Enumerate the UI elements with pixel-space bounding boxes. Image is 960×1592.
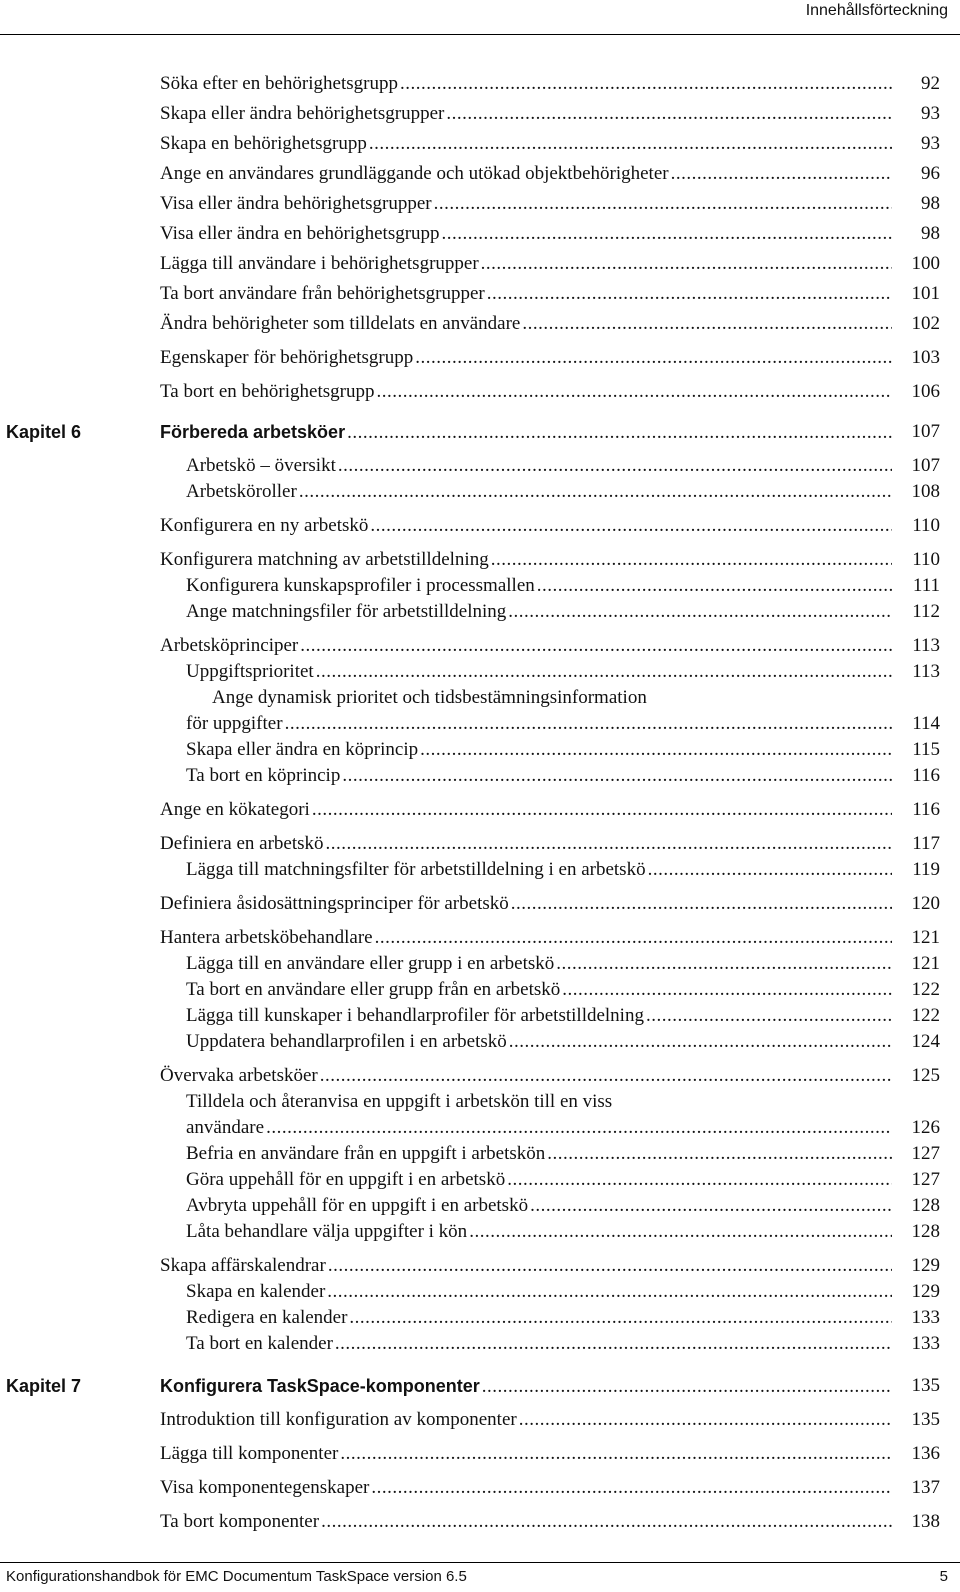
footer-page-number: 5 xyxy=(939,1568,948,1585)
toc-page-number: 121 xyxy=(911,953,940,974)
toc-entry[interactable] xyxy=(0,1331,960,1357)
toc-entry-label: Söka efter en behörighetsgrupp xyxy=(160,73,398,94)
toc-entry-link[interactable] xyxy=(160,131,892,157)
toc-page-number: 128 xyxy=(911,1221,940,1242)
toc-page-number: 107 xyxy=(911,421,940,442)
toc-entry-label: Redigera en kalender xyxy=(186,1307,348,1328)
toc-page-number: 124 xyxy=(911,1031,940,1052)
dot-leader xyxy=(522,311,892,337)
toc-entry-link[interactable] xyxy=(160,379,892,405)
toc-page-number: 135 xyxy=(911,1375,940,1396)
toc-entry-label: Uppgiftsprioritet xyxy=(186,661,314,682)
toc-entry-label: Visa eller ändra behörighetsgrupper xyxy=(160,193,432,214)
toc-page-number: 125 xyxy=(911,1065,940,1086)
toc-page-number: 100 xyxy=(911,253,940,274)
toc-entry-label: Övervaka arbetsköer xyxy=(160,1065,318,1086)
toc-entry-first-line xyxy=(0,1089,960,1115)
toc-entry[interactable] xyxy=(0,1407,960,1433)
dot-leader xyxy=(338,453,892,479)
toc-entry-link[interactable] xyxy=(160,71,892,97)
toc-page-number: 138 xyxy=(911,1511,940,1532)
toc-entry-link[interactable] xyxy=(186,659,892,685)
toc-entry-link[interactable] xyxy=(160,311,892,337)
toc-entry-link[interactable] xyxy=(186,1141,892,1167)
toc-entry[interactable] xyxy=(0,453,960,479)
dot-leader xyxy=(321,1509,892,1535)
toc-page-number: 136 xyxy=(911,1443,940,1464)
toc-page-number: 102 xyxy=(911,313,940,334)
toc-entry[interactable] xyxy=(0,925,960,951)
toc-entry-label: Ta bort användare från behörighetsgrupper xyxy=(160,283,485,304)
toc-entry[interactable] xyxy=(0,1253,960,1279)
toc-entry[interactable] xyxy=(0,763,960,789)
toc-entry-label: Lägga till en användare eller grupp i en arbetskö xyxy=(186,953,555,974)
dot-leader xyxy=(326,831,892,857)
toc-page-number: 116 xyxy=(912,765,940,786)
toc-entry-label: Definiera åsidosättningsprinciper för arbetskö xyxy=(160,893,509,914)
toc-entry-link[interactable] xyxy=(186,857,892,883)
toc-entry-link[interactable] xyxy=(160,831,892,857)
toc-entry[interactable] xyxy=(0,547,960,573)
toc-entry[interactable] xyxy=(0,281,960,307)
toc-entry-label: Ta bort en användare eller grupp från en arbetskö xyxy=(186,979,561,1000)
toc-entry-label: Skapa en kalender xyxy=(186,1281,326,1302)
toc-page-number: 114 xyxy=(912,713,940,734)
toc-page-number: 133 xyxy=(911,1307,940,1328)
dot-leader xyxy=(375,925,892,951)
toc-entry-link[interactable] xyxy=(186,1003,892,1029)
dot-leader xyxy=(469,1219,892,1245)
toc-entry-label: Befria en användare från en uppgift i arbetskön xyxy=(186,1143,546,1164)
toc-entry-label: Lägga till användare i behörighetsgrupper xyxy=(160,253,479,274)
toc-entry[interactable] xyxy=(0,1279,960,1305)
toc-entry[interactable] xyxy=(0,379,960,405)
dot-leader xyxy=(491,547,892,573)
toc-entry-label: Egenskaper för behörighetsgrupp xyxy=(160,347,414,368)
dot-leader xyxy=(376,379,892,405)
toc-entry[interactable] xyxy=(0,221,960,247)
toc-entry-link[interactable] xyxy=(186,573,892,599)
dot-leader xyxy=(530,1193,892,1219)
toc-entry[interactable] xyxy=(0,131,960,157)
dot-leader xyxy=(320,1063,892,1089)
toc-entry[interactable] xyxy=(0,951,960,977)
toc-page-number: 122 xyxy=(911,1005,940,1026)
toc-entry-link[interactable] xyxy=(160,797,892,823)
toc-chapter-row[interactable] xyxy=(0,419,960,445)
dot-leader xyxy=(370,513,892,539)
toc-entry-link[interactable] xyxy=(160,161,892,187)
toc-entry-label: Lägga till matchningsfilter för arbetstilldelning i en arbetskö xyxy=(186,859,646,880)
toc-entry-link[interactable] xyxy=(186,479,892,505)
toc-entry[interactable] xyxy=(0,1193,960,1219)
toc-entry-label: Ta bort en behörighetsgrupp xyxy=(160,381,375,402)
toc-page-number: 121 xyxy=(911,927,940,948)
toc-entry-link[interactable] xyxy=(186,977,892,1003)
toc-page-number: 110 xyxy=(912,515,940,536)
toc-entry-link[interactable] xyxy=(160,1441,892,1467)
toc-entry-link[interactable] xyxy=(160,1253,892,1279)
toc-entry-label: Konfigurera matchning av arbetstilldelning xyxy=(160,549,489,570)
toc-entry[interactable] xyxy=(0,251,960,277)
toc-entry-link[interactable] xyxy=(186,763,892,789)
toc-entry[interactable] xyxy=(0,1141,960,1167)
toc-page-number: 119 xyxy=(912,859,940,880)
toc-entry[interactable] xyxy=(0,1509,960,1535)
dot-leader xyxy=(547,1141,892,1167)
toc-entry-link[interactable] xyxy=(160,1063,892,1089)
dot-leader xyxy=(511,891,892,917)
dot-leader xyxy=(342,763,892,789)
toc-entry-label: Konfigurera en ny arbetskö xyxy=(160,515,369,536)
toc-entry-label: Skapa affärskalendrar xyxy=(160,1255,326,1276)
toc-entry[interactable] xyxy=(0,1167,960,1193)
toc-entry-label: Skapa eller ändra en köprincip xyxy=(186,739,419,760)
toc-page-number: 116 xyxy=(912,799,940,820)
toc-entry-link[interactable] xyxy=(160,1373,892,1400)
toc-entry-label: Ange en användares grundläggande och utökad objektbehörigheter xyxy=(160,163,669,184)
toc-entry[interactable] xyxy=(0,711,960,737)
toc-entry-label: Ange en kökategori xyxy=(160,799,310,820)
dot-leader xyxy=(312,797,892,823)
toc-entry[interactable] xyxy=(0,857,960,883)
dot-leader xyxy=(508,599,892,625)
dot-leader xyxy=(487,281,892,307)
dot-leader xyxy=(369,131,892,157)
toc-entry-label: Ta bort en köprincip xyxy=(186,765,341,786)
dot-leader xyxy=(371,1475,892,1501)
toc-page-number: 129 xyxy=(911,1255,940,1276)
toc-entry[interactable] xyxy=(0,977,960,1003)
toc-chapter-row[interactable] xyxy=(0,1373,960,1399)
dot-leader xyxy=(556,951,892,977)
toc-page-number: 133 xyxy=(911,1333,940,1354)
toc-page-number: 127 xyxy=(911,1169,940,1190)
toc-entry-label: Skapa en behörighetsgrupp xyxy=(160,133,367,154)
dot-leader xyxy=(300,633,892,659)
toc-entry-link[interactable] xyxy=(186,1029,892,1055)
toc-entry[interactable] xyxy=(0,1475,960,1501)
toc-entry-label: Ändra behörigheter som tilldelats en användare xyxy=(160,313,521,334)
toc-chapter-number: Kapitel 6 xyxy=(6,422,82,442)
toc-entry[interactable] xyxy=(0,831,960,857)
toc-entry-label: för uppgifter xyxy=(186,713,283,734)
toc-page-number: 113 xyxy=(912,635,940,656)
toc-entry-link[interactable] xyxy=(160,345,892,371)
footer-rule xyxy=(0,1562,960,1563)
toc-entry-link[interactable] xyxy=(160,281,892,307)
dot-leader xyxy=(316,659,892,685)
toc-entry[interactable] xyxy=(0,1115,960,1141)
toc-entry-label: Ta bort komponenter xyxy=(160,1511,320,1532)
toc-entry-link[interactable] xyxy=(160,891,892,917)
toc-page-number: 117 xyxy=(912,833,940,854)
dot-leader xyxy=(327,1279,892,1305)
dot-leader xyxy=(400,71,892,97)
toc-entry-link[interactable] xyxy=(160,1407,892,1433)
dot-leader xyxy=(507,1167,892,1193)
toc-page-number: 122 xyxy=(911,979,940,1000)
toc-entry[interactable] xyxy=(0,891,960,917)
toc-page-number: 110 xyxy=(912,549,940,570)
dot-leader xyxy=(446,101,892,127)
toc-entry-label: Lägga till kunskaper i behandlarprofiler för arbetstilldelning xyxy=(186,1005,644,1026)
footer-title: Konfigurationshandbok för EMC Documentum TaskSpace version 6.5 xyxy=(6,1568,467,1585)
dot-leader xyxy=(509,1029,892,1055)
toc-page-number: 101 xyxy=(911,283,940,304)
toc-entry-link[interactable] xyxy=(186,1331,892,1357)
toc-page-number: 115 xyxy=(912,739,940,760)
toc-entry-link[interactable] xyxy=(160,513,892,539)
toc-page-number: 108 xyxy=(911,481,940,502)
toc-entry-link[interactable] xyxy=(160,419,892,446)
toc-entry[interactable] xyxy=(0,479,960,505)
toc-page-number: 127 xyxy=(911,1143,940,1164)
dot-leader xyxy=(299,479,892,505)
toc-entry-link[interactable] xyxy=(160,547,892,573)
toc-entry-label: Avbryta uppehåll för en uppgift i en arbetskö xyxy=(186,1195,529,1216)
toc-page-number: 98 xyxy=(921,193,940,214)
toc-page-number: 128 xyxy=(911,1195,940,1216)
toc-entry-link[interactable] xyxy=(186,1167,892,1193)
toc-entry[interactable] xyxy=(0,1219,960,1245)
running-head: Innehållsförteckning xyxy=(805,2,948,19)
toc-entry-label: Konfigurera TaskSpace-komponenter xyxy=(160,1376,480,1396)
dot-leader xyxy=(481,251,892,277)
toc-page-number: 103 xyxy=(911,347,940,368)
toc-entry-label: Ange dynamisk prioritet och tidsbestämningsinformation xyxy=(212,687,647,708)
dot-leader xyxy=(335,1331,892,1357)
toc-entry[interactable] xyxy=(0,191,960,217)
toc-entry[interactable] xyxy=(0,311,960,337)
dot-leader xyxy=(671,161,892,187)
toc-page-number: 120 xyxy=(911,893,940,914)
toc-entry-link[interactable] xyxy=(186,1305,892,1331)
toc-entry-link[interactable] xyxy=(160,221,892,247)
dot-leader xyxy=(415,345,892,371)
toc-page-number: 129 xyxy=(911,1281,940,1302)
dot-leader xyxy=(420,737,892,763)
toc-page-number: 126 xyxy=(911,1117,940,1138)
toc-entry-label: användare xyxy=(186,1117,265,1138)
toc-entry[interactable] xyxy=(0,1305,960,1331)
toc-entry-link[interactable] xyxy=(186,1115,892,1141)
toc-entry[interactable] xyxy=(0,101,960,127)
toc-entry-link[interactable] xyxy=(186,1219,892,1245)
toc-entry-label: Konfigurera kunskapsprofiler i processmallen xyxy=(186,575,535,596)
toc-entry-label: Göra uppehåll för en uppgift i en arbetskö xyxy=(186,1169,506,1190)
toc-page-number: 93 xyxy=(921,103,940,124)
toc-entry-link[interactable] xyxy=(160,1509,892,1535)
toc-entry[interactable] xyxy=(0,659,960,685)
toc-entry-link[interactable] xyxy=(160,1475,892,1501)
toc-page-number: 111 xyxy=(912,575,940,596)
toc-page-number: 96 xyxy=(921,163,940,184)
toc-entry-link[interactable] xyxy=(160,101,892,127)
toc-entry[interactable] xyxy=(0,633,960,659)
toc-entry-label: Tilldela och återanvisa en uppgift i arbetskön till en viss xyxy=(186,1091,613,1112)
toc-page-number: 112 xyxy=(912,601,940,622)
toc-entry-link[interactable] xyxy=(186,1193,892,1219)
dot-leader xyxy=(482,1374,892,1400)
dot-leader xyxy=(434,191,892,217)
toc-entry-label: Uppdatera behandlarprofilen i en arbetskö xyxy=(186,1031,507,1052)
toc-entry-label: Ta bort en kalender xyxy=(186,1333,333,1354)
toc-entry-link[interactable] xyxy=(186,1279,892,1305)
toc-entry-label: Arbetskö – översikt xyxy=(186,455,336,476)
toc-entry-label: Skapa eller ändra behörighetsgrupper xyxy=(160,103,445,124)
dot-leader xyxy=(646,1003,892,1029)
toc-entry-label: Hantera arbetsköbehandlare xyxy=(160,927,373,948)
toc-entry[interactable] xyxy=(0,1003,960,1029)
toc-entry[interactable] xyxy=(0,513,960,539)
toc-page-number: 92 xyxy=(921,73,940,94)
toc-chapter-number: Kapitel 7 xyxy=(6,1376,82,1396)
dot-leader xyxy=(285,711,892,737)
toc-entry[interactable] xyxy=(0,71,960,97)
toc-page-number: 93 xyxy=(921,133,940,154)
toc-entry-link[interactable] xyxy=(186,599,892,625)
toc-entry-label: Låta behandlare välja uppgifter i kön xyxy=(186,1221,468,1242)
toc-page-number: 135 xyxy=(911,1409,940,1430)
toc-entry-link[interactable] xyxy=(160,925,892,951)
toc-entry-label: Introduktion till konfiguration av komponenter xyxy=(160,1409,517,1430)
toc-entry-link[interactable] xyxy=(160,191,892,217)
toc-entry-label: Visa komponentegenskaper xyxy=(160,1477,370,1498)
toc-entry-link[interactable] xyxy=(186,737,892,763)
toc-entry[interactable] xyxy=(0,573,960,599)
toc-entry-label: Arbetsköroller xyxy=(186,481,297,502)
toc-entry-link[interactable] xyxy=(160,633,892,659)
toc-entry-label: Definiera en arbetskö xyxy=(160,833,324,854)
toc-page-number: 137 xyxy=(911,1477,940,1498)
toc-entry-label: Visa eller ändra en behörighetsgrupp xyxy=(160,223,440,244)
dot-leader xyxy=(648,857,892,883)
toc-entry-label: Lägga till komponenter xyxy=(160,1443,339,1464)
toc-entry-link[interactable] xyxy=(160,251,892,277)
toc-entry-link[interactable] xyxy=(186,711,892,737)
dot-leader xyxy=(562,977,892,1003)
toc-page-number: 113 xyxy=(912,661,940,682)
toc-entry[interactable] xyxy=(0,1441,960,1467)
dot-leader xyxy=(340,1441,892,1467)
dot-leader xyxy=(442,221,892,247)
toc-page-number: 98 xyxy=(921,223,940,244)
toc-entry[interactable] xyxy=(0,737,960,763)
dot-leader xyxy=(519,1407,892,1433)
toc-entry[interactable] xyxy=(0,161,960,187)
toc-entry[interactable] xyxy=(0,1029,960,1055)
toc-page-number: 106 xyxy=(911,381,940,402)
toc-entry-label: Ange matchningsfiler för arbetstilldelning xyxy=(186,601,507,622)
toc-entry[interactable] xyxy=(0,1063,960,1089)
toc-entry-first-line xyxy=(0,685,960,711)
toc-entry[interactable] xyxy=(0,599,960,625)
dot-leader xyxy=(537,573,892,599)
toc-entry[interactable] xyxy=(0,345,960,371)
toc-entry-label: Förbereda arbetsköer xyxy=(160,422,346,442)
dot-leader xyxy=(349,1305,892,1331)
dot-leader xyxy=(328,1253,892,1279)
dot-leader xyxy=(347,420,892,446)
toc-entry[interactable] xyxy=(0,797,960,823)
toc-page-number: 107 xyxy=(911,455,940,476)
toc-entry-link[interactable] xyxy=(186,951,892,977)
toc-entry-label: Arbetsköprinciper xyxy=(160,635,299,656)
toc-entry-link[interactable] xyxy=(186,453,892,479)
dot-leader xyxy=(266,1115,892,1141)
